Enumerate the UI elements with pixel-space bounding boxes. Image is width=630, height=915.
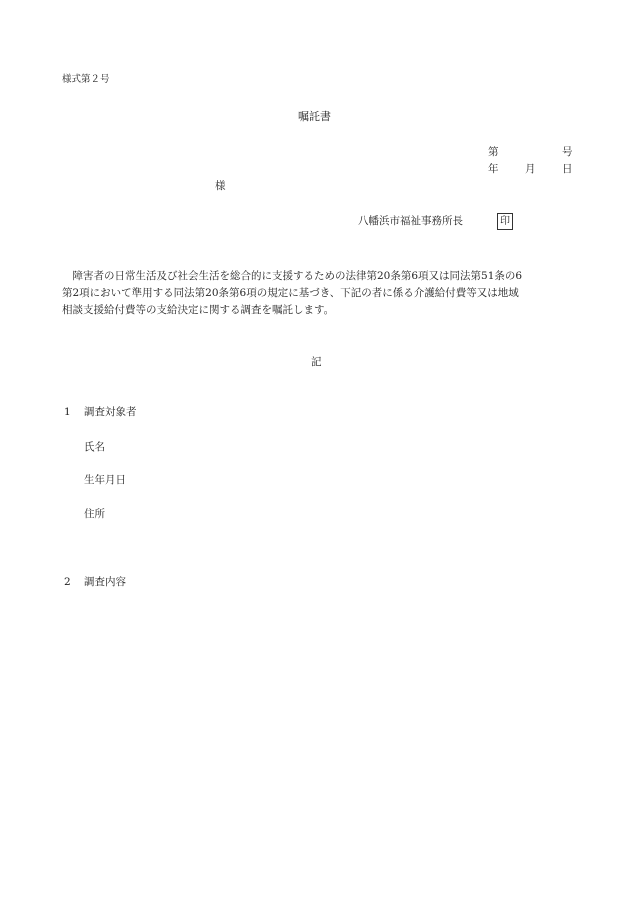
section-1-number: 1 bbox=[64, 406, 71, 418]
item-name: 氏名 bbox=[84, 441, 105, 453]
document-title: 嘱託書 bbox=[298, 110, 331, 123]
body-line-1: 障害者の日常生活及び社会生活を総合的に支援するための法律第20条第6項又は同法第51条の6 bbox=[62, 270, 523, 282]
section-2-number: 2 bbox=[64, 576, 71, 588]
form-number: 様式第２号 bbox=[62, 74, 110, 85]
date-year: 年 bbox=[488, 163, 499, 175]
doc-number-suffix: 号 bbox=[562, 146, 573, 158]
item-birthdate: 生年月日 bbox=[84, 474, 126, 486]
date-day: 日 bbox=[562, 163, 573, 175]
item-address: 住所 bbox=[84, 508, 105, 520]
body-line-3: 相談支援給付費等の支給決定に関する調査を嘱託します。 bbox=[62, 304, 335, 316]
body-line-2: 第2項において準用する同法第20条第6項の規定に基づき、下記の者に係る介護給付費等又は地域 bbox=[62, 287, 519, 299]
ki-heading: 記 bbox=[311, 356, 322, 368]
section-2-heading: 調査内容 bbox=[84, 576, 126, 588]
issuer-name: 八幡浜市福祉事務所長 bbox=[358, 215, 463, 227]
seal-mark: 印 bbox=[497, 213, 513, 230]
addressee-suffix: 様 bbox=[215, 180, 226, 192]
section-1-heading: 調査対象者 bbox=[84, 406, 137, 418]
date-month: 月 bbox=[525, 163, 536, 175]
doc-number-prefix: 第 bbox=[488, 146, 499, 158]
